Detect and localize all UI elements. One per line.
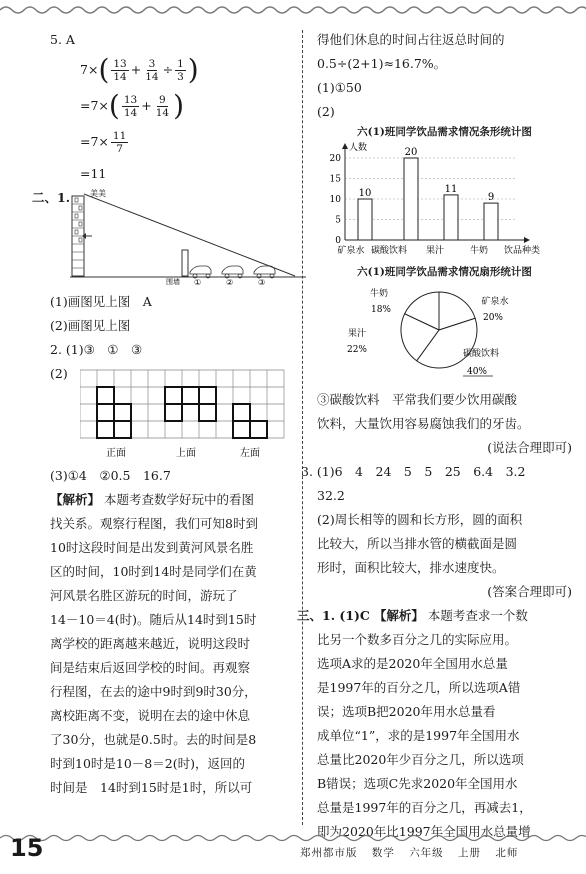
pie-chart	[317, 280, 572, 380]
note-answer-reasonable: (答案合理即可)	[487, 584, 572, 599]
answer-3-1: 3. (1)6 4 24 5 5 25 6.4 3.2	[301, 464, 526, 479]
footer-item: 北师	[495, 847, 519, 859]
x-category-label: 饮品种类	[503, 246, 541, 256]
figure-label-meimei: 美美	[90, 189, 106, 198]
answer-6-3-cont: 饮料，大量饮用容易腐蚀我们的牙齿。	[317, 416, 530, 431]
x-category-label: 牛奶	[469, 246, 489, 256]
bar	[444, 195, 458, 240]
math-step-2: =7× ( $\frac{13}{14}$ + $\frac{9}{14}$ )	[80, 89, 185, 122]
footer-item: 上册	[458, 847, 482, 859]
text-line: 0.5÷(2+1)≈16.7%。	[317, 56, 447, 71]
bar-chart-title: 六(1)班同学饮品需求情况条形统计图	[357, 126, 532, 138]
answer-3-2-cont: 比较大，所以当排水管的横截面是圆	[317, 536, 518, 551]
bar	[358, 199, 372, 240]
analysis-line: 比另一个数多百分之几的实际应用。	[317, 632, 518, 647]
bar-value-label: 20	[404, 147, 418, 158]
analysis-line: 即为2020年比1997年全国用水总量增	[317, 824, 531, 839]
three-views-block	[50, 386, 296, 484]
section-2-label: 二、1.	[32, 190, 71, 205]
analysis-line: 区的时间，10时到14时是同学们在黄	[50, 564, 257, 579]
x-axis-arrow	[524, 237, 530, 243]
footer-item: 数学	[371, 847, 395, 859]
y-tick-label: 20	[329, 154, 341, 164]
fraction: $\frac{11}{7}$	[112, 129, 127, 155]
analysis-line: 离学校的距离越来越近，说明这段时	[50, 636, 251, 651]
footer-item: 六年级	[409, 847, 444, 859]
three-views-grid	[80, 368, 285, 464]
analysis-line: 选项A求的是2020年全国用水总量	[317, 656, 508, 671]
view-label-front: 正面	[106, 448, 126, 459]
bar-value-label: 9	[487, 192, 495, 204]
text-line: 得他们休息的时间占往返总时间的	[317, 32, 505, 47]
y-axis-label: 人数	[349, 143, 368, 153]
pie-chart-title: 六(1)班同学饮品需求情况扇形统计图	[357, 266, 532, 278]
answer-q2-3: (3)①4 ②0.5 16.7	[50, 468, 171, 483]
bar	[404, 158, 418, 240]
left-column	[32, 28, 296, 800]
car-label-1: ①	[194, 278, 202, 286]
page-number: 15	[10, 834, 44, 862]
answer-3-2: (2)周长相等的圆和长方形，圆的面积	[317, 512, 523, 527]
answer-q2-2: (2)	[50, 366, 68, 381]
pie-slice-label: 牛奶	[369, 289, 389, 299]
analysis-line: 是1997年的百分之几，所以选项A错	[317, 680, 521, 695]
car-label-2: ②	[226, 278, 234, 286]
section-3-label: 三、1. (1)C	[297, 608, 370, 623]
answer-3-1-cont: 32.2	[317, 488, 345, 503]
math-step-3: =7× $\frac{11}{7}$	[80, 129, 127, 155]
footer-item: 郑州都市版	[300, 847, 358, 859]
y-tick-label: 0	[335, 236, 341, 246]
analysis-line: 误；选项B把2020年用水总量看	[317, 704, 496, 719]
footer-info	[300, 845, 528, 860]
pie-slice-label: 碳酸饮料	[462, 349, 500, 359]
analysis-line: 行程图，在去的途中9时到9时30分，	[50, 684, 257, 699]
x-category-label: 果汁	[425, 246, 445, 256]
q5-answer: 5. A	[50, 32, 75, 47]
y-tick-label: 15	[329, 174, 341, 185]
bar-value-label: 11	[444, 183, 458, 195]
x-category-label: 矿泉水	[337, 246, 365, 256]
sightline-figure-block	[32, 188, 296, 288]
bar-chart	[317, 140, 572, 256]
fraction: $\frac{9}{14}$	[155, 93, 170, 119]
analysis-line: 成单位“1”，求的是1997年全国用水	[317, 728, 520, 743]
analysis-line: 了30分，也就是0.5时。去的时间是8	[50, 732, 257, 747]
right-column	[297, 28, 572, 844]
analysis-line: 时到10时是10－8＝2(时)，返回的	[50, 756, 245, 771]
car-label-3: ③	[258, 278, 266, 286]
analysis-line: 找关系。观察行程图，我们可知8时到	[50, 516, 258, 531]
analysis-line: 河风景名胜区游玩的时间，游玩了	[50, 588, 238, 603]
analysis-line: 14－10＝4(时)。随后从14时到15时	[50, 612, 257, 627]
fraction: $\frac{1}{3}$	[177, 57, 184, 83]
pie-slice-value: 20%	[482, 313, 504, 323]
analysis-tag: 【解析】	[50, 492, 101, 507]
analysis-line: 总量比2020年少百分之几，所以选项	[317, 752, 524, 767]
view-label-top: 上面	[176, 448, 196, 459]
y-axis-arrow	[342, 143, 348, 149]
note-reasonable: (说法合理即可)	[487, 440, 572, 455]
analysis-line: 总量是1997年的百分之几，再减去1，	[317, 800, 532, 815]
x-category-label: 碳酸饮料	[370, 246, 408, 256]
y-tick-label: 10	[329, 195, 341, 205]
bottom-wave-border	[0, 832, 586, 846]
section-3-first-line: 三、1. (1)C 【解析】 本题考查求一个数	[297, 608, 528, 623]
math-step-1: 7× ( $\frac{13}{14}$ + $\frac{3}{14}$ ÷ $\frac{1}{3}$ )	[80, 53, 199, 86]
fraction: $\frac{13}{14}$	[123, 93, 138, 119]
fraction: $\frac{13}{14}$	[113, 57, 127, 83]
fraction: $\frac{3}{14}$	[145, 57, 159, 83]
answer-6-2: (2)	[317, 104, 335, 119]
pie-slice-value: 18%	[370, 305, 392, 315]
answer-6-1: (1)①50	[317, 80, 362, 95]
top-wave-border	[0, 0, 586, 22]
analysis-line: 10时这段时间是出发到黄河风景名胜	[50, 540, 254, 555]
y-tick-label: 5	[335, 215, 341, 226]
column-divider	[302, 30, 303, 825]
answer-q1-2: (2)画图见上图	[50, 318, 131, 333]
analysis-line: B错误；选项C先求2020年全国用水	[317, 776, 518, 791]
sightline-figure	[70, 188, 310, 286]
analysis-line: 离校距离不变，说明在去的途中休息	[50, 708, 251, 723]
pie-slice-value: 40%	[466, 367, 488, 377]
pie-slice-value: 22%	[346, 345, 368, 355]
math-step-4: =11	[80, 166, 107, 181]
section-3-tag: 【解析】	[373, 608, 424, 623]
answer-6-3: ③碳酸饮料 平常我们要少饮用碳酸	[317, 392, 518, 407]
bar-value-label: 10	[358, 188, 372, 199]
pie-slice-label: 果汁	[347, 329, 367, 339]
answer-3-2-cont: 形时，面积比较大，排水速度快。	[317, 560, 505, 575]
answer-q2-1: 2. (1)③ ① ③	[50, 342, 143, 357]
analysis-line: 时间是 14时到15时是1时，所以可	[50, 780, 253, 795]
pie-slice-label: 矿泉水	[481, 297, 509, 307]
figure-label-wall: 围墙	[166, 278, 180, 286]
analysis-line: 间是结束后返回学校的时间。再观察	[50, 660, 251, 675]
analysis-line-0: 【解析】 本题考查数学好玩中的看图	[50, 492, 255, 507]
answer-q1-1: (1)画图见上图 A	[50, 294, 152, 309]
view-label-left: 左面	[240, 448, 260, 459]
bar	[484, 203, 498, 240]
